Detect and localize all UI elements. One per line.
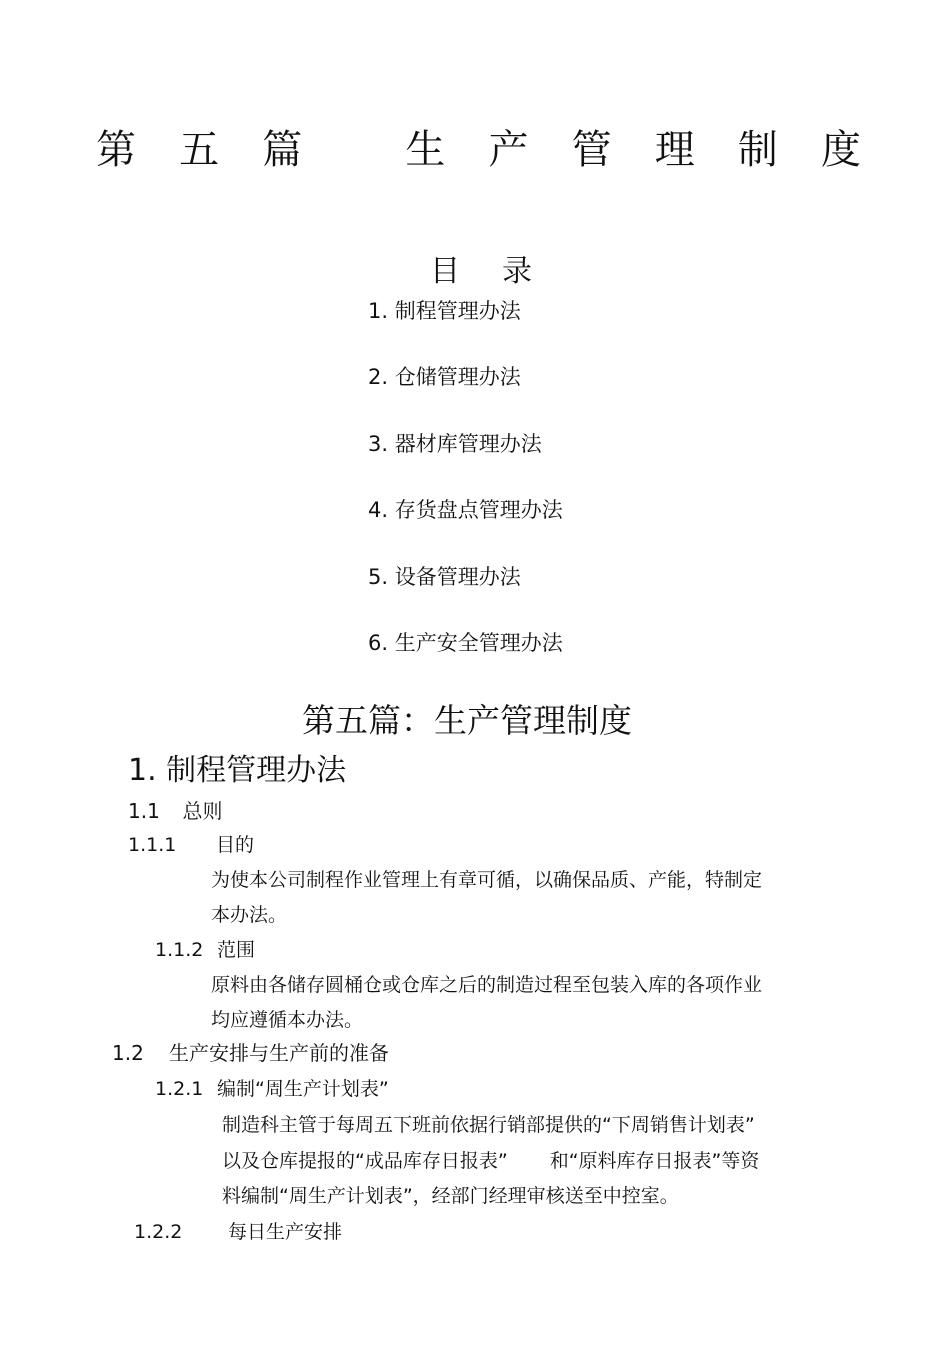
paragraph-1-2-1-line-1: 制造科主管于每周五下班前依据行销部提供的“下周销售计划表”: [222, 1114, 755, 1136]
heading-1-1: [128, 796, 223, 826]
main-title-char: 管: [571, 127, 612, 173]
heading-number: 1.2.2: [134, 1221, 183, 1243]
section-1-title: 1. 制程管理办法: [128, 753, 347, 788]
toc-item-4[interactable]: 4. 存货盘点管理办法: [368, 498, 563, 522]
heading-text: 每日生产安排: [228, 1221, 343, 1243]
heading-text: 目的: [216, 834, 255, 856]
paragraph-segment: 和“原料库存日报表”等资: [549, 1150, 760, 1172]
toc-item-1[interactable]: 1. 制程管理办法: [368, 299, 521, 323]
heading-text: 范围: [217, 939, 256, 961]
heading-1-2-2: [134, 1217, 342, 1247]
main-title-char: 产: [488, 127, 529, 173]
main-title-char: 制: [737, 127, 778, 173]
heading-1-1-1: [128, 830, 254, 860]
heading-number: 1.1.1: [128, 834, 177, 856]
toc-heading-right: 录: [502, 254, 532, 289]
toc-heading: [430, 250, 532, 294]
heading-1-2-1: [155, 1074, 389, 1104]
paragraph-1-2-1-line-3: 料编制“周生产计划表”，经部门经理审核送至中控室。: [222, 1185, 679, 1207]
main-title-char: 度: [821, 127, 861, 173]
toc-item-6[interactable]: 6. 生产安全管理办法: [368, 631, 563, 655]
heading-text: 生产安排与生产前的准备: [169, 1041, 389, 1065]
main-title-char: 生: [405, 127, 446, 173]
toc-item-3[interactable]: 3. 器材库管理办法: [368, 432, 542, 456]
main-title-char: 篇: [262, 127, 303, 173]
paragraph-1-1-1-line-2: 本办法。: [211, 904, 288, 926]
toc-item-2[interactable]: 2. 仓储管理办法: [368, 365, 521, 389]
heading-1-1-2: [155, 935, 255, 965]
toc-item-5[interactable]: 5. 设备管理办法: [368, 565, 521, 589]
toc-heading-left: 目: [430, 254, 460, 289]
heading-number: 1.2.1: [155, 1078, 204, 1100]
paragraph-1-1-1-line-1: 为使本公司制程作业管理上有章可循，以确保品质、产能，特制定: [211, 869, 763, 891]
document-title: 第五篇：生产管理制度: [302, 701, 632, 740]
paragraph-1-2-1-line-2: [222, 1146, 759, 1176]
paragraph-1-1-2-line-1: 原料由各储存圆桶仓或仓库之后的制造过程至包装入库的各项作业: [211, 974, 763, 996]
main-title: [96, 120, 861, 180]
heading-text: 总则: [182, 799, 223, 823]
paragraph-segment: 以及仓库提报的“成品库存日报表”: [222, 1150, 508, 1172]
main-title-char: 五: [179, 127, 220, 173]
heading-1-2: [112, 1038, 389, 1068]
heading-number: 1.2: [112, 1041, 144, 1065]
heading-number: 1.1: [128, 799, 160, 823]
main-title-char: 理: [654, 127, 695, 173]
paragraph-1-1-2-line-2: 均应遵循本办法。: [211, 1009, 364, 1031]
heading-number: 1.1.2: [155, 939, 204, 961]
heading-text: 编制“周生产计划表”: [217, 1078, 389, 1100]
main-title-char: 第: [96, 127, 136, 173]
